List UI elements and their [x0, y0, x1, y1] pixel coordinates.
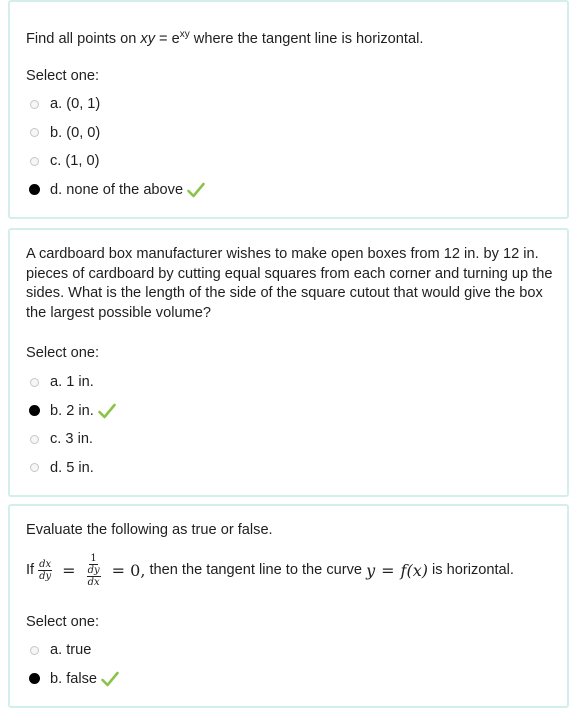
equation-line: If $\frac{dx}{dy}$ = 1 dy dx = 0, then the tangent line to the curve y = f(x) is horizontal.: [26, 552, 514, 588]
radio-button[interactable]: [30, 435, 39, 444]
check-icon: [98, 403, 116, 419]
option-label: d. none of the above: [50, 181, 184, 198]
option-label: a. 1 in.: [50, 374, 94, 391]
fraction-dy-dx: dy dx: [87, 564, 100, 588]
radio-button[interactable]: [30, 378, 39, 387]
radio-button[interactable]: [30, 463, 39, 472]
answer-options: [30, 90, 205, 204]
radio-button-selected[interactable]: [29, 673, 40, 684]
answer-options: [30, 636, 119, 693]
radio-button[interactable]: [30, 646, 39, 655]
select-one-label: Select one:: [26, 614, 100, 630]
check-icon: [187, 182, 205, 198]
option-label: b. false: [50, 670, 98, 687]
option-label: b. (0, 0): [50, 124, 101, 141]
question-card-1: [8, 0, 569, 219]
question-card-2: [8, 228, 569, 497]
question-text: Evaluate the following as true or false.: [26, 522, 273, 538]
check-icon: [101, 671, 119, 687]
radio-button[interactable]: [30, 128, 39, 137]
select-one-label: Select one:: [26, 68, 100, 84]
radio-button[interactable]: [30, 157, 39, 166]
question-card-3: [8, 504, 569, 708]
radio-button[interactable]: [30, 100, 39, 109]
select-one-label: Select one:: [26, 345, 100, 361]
option-d[interactable]: [30, 454, 116, 483]
option-c[interactable]: [30, 147, 205, 176]
option-b[interactable]: [30, 665, 119, 694]
radio-button-selected[interactable]: [29, 184, 40, 195]
fraction-one-over: 1 dy dx: [87, 552, 100, 588]
question-text: A cardboard box manufacturer wishes to make open boxes from 12 in. by 12 in. pieces of cardboard by cutting equal squares from each corner and turning up the sides. What is the length of the side of the square cutout that would give the box the largest possible volume?: [26, 246, 553, 321]
option-d[interactable]: [30, 176, 205, 205]
option-b[interactable]: [30, 397, 116, 426]
option-label: b. 2 in.: [50, 402, 94, 419]
fraction-dx-dy: $\frac{dx}{dy}$: [39, 558, 52, 582]
radio-button-selected[interactable]: [29, 405, 40, 416]
question-text: Find all points on xy = $e^{xy}$ where the tangent line is horizontal.: [26, 29, 424, 47]
option-a[interactable]: [30, 368, 116, 397]
option-c[interactable]: [30, 425, 116, 454]
option-label: a. (0, 1): [50, 96, 101, 113]
option-label: c. 3 in.: [50, 431, 93, 448]
option-label: a. true: [50, 642, 92, 659]
answer-options: [30, 368, 116, 482]
option-b[interactable]: [30, 119, 205, 148]
option-a[interactable]: [30, 90, 205, 119]
option-a[interactable]: [30, 636, 119, 665]
option-label: d. 5 in.: [50, 459, 94, 476]
option-label: c. (1, 0): [50, 153, 100, 170]
